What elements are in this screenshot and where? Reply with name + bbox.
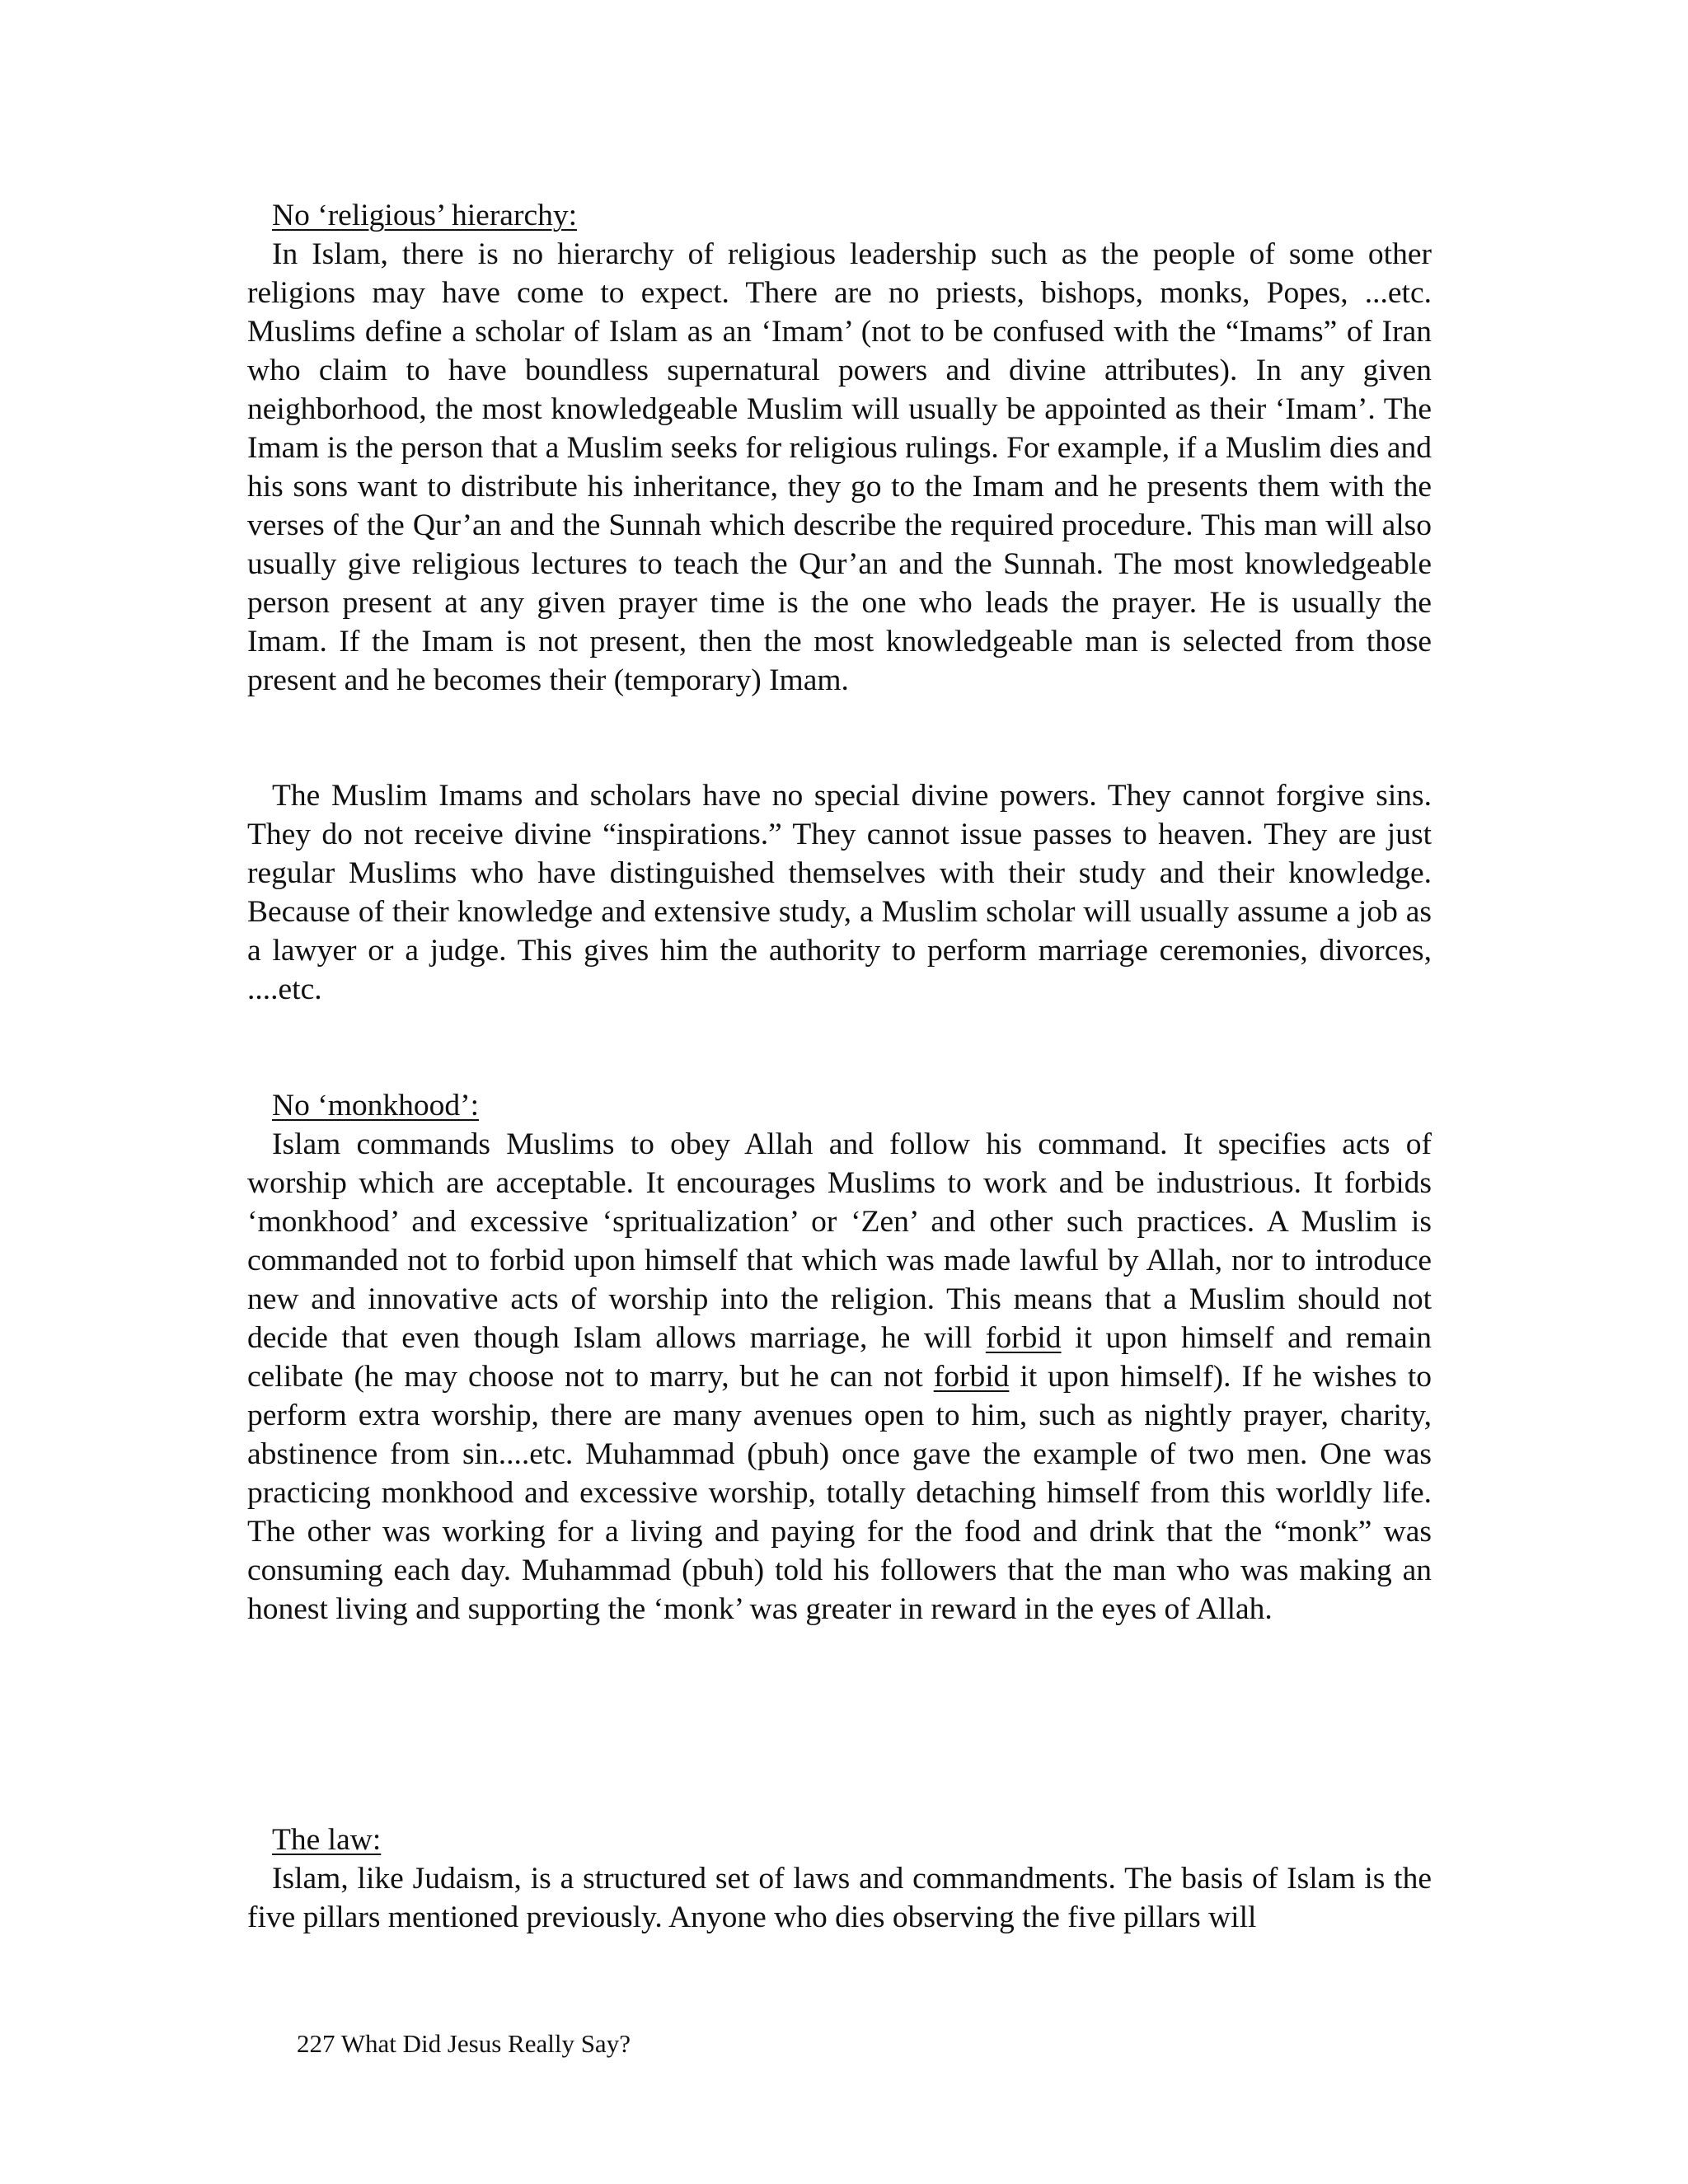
paragraph-hierarchy-2: The Muslim Imams and scholars have no special divine powers. They cannot forgive sins. They do not receive divine “inspirations.” They cannot issue passes to heaven. They are just regular Muslims who have distinguished themselves with their study and their knowledge. Because of their knowledge and extensive study, a Muslim scholar will usually assume a job as a lawyer or a judge. This gives him the authority to perform marriage ceremonies, divorces, ....etc.: [247, 779, 1432, 1006]
section-heading-law: The law:: [272, 1823, 382, 1857]
section-monkhood: [247, 1086, 1432, 1629]
emphasis-forbid-1: forbid: [985, 1321, 1062, 1355]
paragraph-monkhood: [247, 1125, 1432, 1629]
paragraph-hierarchy-1: In Islam, there is no hierarchy of religious leadership such as the people of some other religions may have come to expect. There are no priests, bishops, monks, Popes, ...etc. Muslims define a scholar of Islam as an ‘Imam’ (not to be confused with the “Imams” of Iran who claim to have boundless supernatural powers and divine attributes). In any given neighborhood, the most knowledgeable Muslim will usually be appointed as their ‘Imam’. The Imam is the person that a Muslim seeks for religious rulings. For example, if a Muslim dies and his sons want to distribute his inheritance, they go to the Imam and he presents them with the verses of the Qur’an and the Sunnah which describe the required procedure. This man will also usually give religious lectures to teach the Qur’an and the Sunnah. The most knowledgeable person present at any given prayer time is the one who leads the prayer. He is usually the Imam. If the Imam is not present, then the most knowledgeable man is selected from those present and he becomes their (temporary) Imam.: [247, 237, 1432, 697]
section-heading-monkhood: No ‘monkhood’:: [272, 1089, 480, 1122]
paragraph-law: Islam, like Judaism, is a structured set of laws and commandments. The basis of Islam is the five pillars mentioned previously. Anyone who dies observing the five pillars will: [247, 1862, 1432, 1934]
emphasis-forbid-2: forbid: [933, 1360, 1010, 1394]
section-the-law: [247, 1821, 1432, 1937]
paragraph-monkhood-text-2: it upon himself and remain celibate (he may choose not to marry, but he can not: [247, 1321, 1432, 1394]
section-religious-hierarchy-cont: [247, 776, 1432, 1009]
paragraph-monkhood-text-1: Islam commands Muslims to obey Allah and follow his command. It specifies acts of worship which are acceptable. It encourages Muslims to work and be industrious. It forbids ‘monkhood’ and excessive ‘spritualization’ or ‘Zen’ and other such practices. A Muslim is commanded not to forbid upon himself that which was made lawful by Allah, nor to introduce new and innovative acts of worship into the religion. This means that a Muslim should not decide that even though Islam allows marriage, he will: [247, 1127, 1432, 1355]
section-religious-hierarchy: [247, 196, 1432, 700]
section-heading-hierarchy: No ‘religious’ hierarchy:: [272, 199, 578, 232]
page-footer: 227 What Did Jesus Really Say?: [297, 2029, 631, 2058]
paragraph-monkhood-text-3: it upon himself). If he wishes to perform extra worship, there are many avenues open to him, such as nightly prayer, charity, abstinence from sin....etc. Muhammad (pbuh) once gave the example of two men. One was practicing monkhood and excessive worship, totally detaching himself from this worldly life. The other was working for a living and paying for the food and drink that the “monk” was consuming each day. Muhammad (pbuh) told his followers that the man who was making an honest living and supporting the ‘monk’ was greater in reward in the eyes of Allah.: [247, 1360, 1432, 1626]
